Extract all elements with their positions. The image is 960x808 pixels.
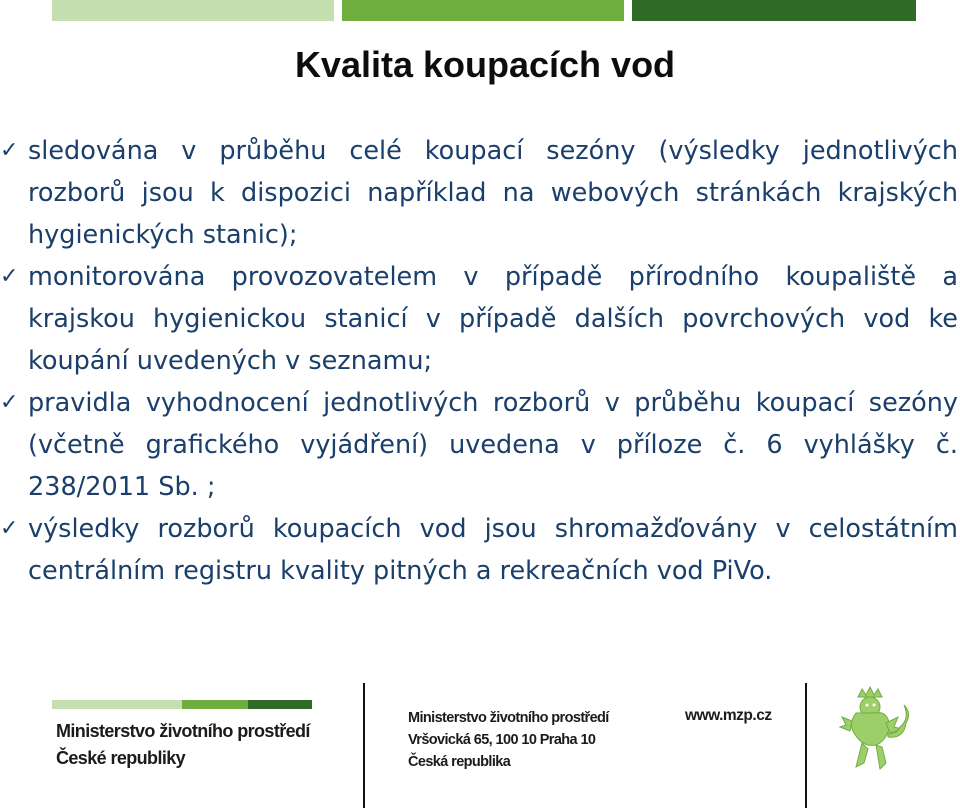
footer-bar-mid: [182, 700, 248, 709]
top-bar-light: [52, 0, 334, 21]
address-line2: Vršovická 65, 100 10 Praha 10: [408, 732, 596, 748]
checkmark-icon: ✓: [0, 390, 19, 415]
bullet-item: [0, 130, 958, 256]
bullet-item: [0, 256, 958, 382]
top-bar-mid: [342, 0, 624, 21]
czech-lion-icon: [838, 683, 918, 783]
checkmark-icon: ✓: [0, 516, 19, 541]
address-line1: Ministerstvo životního prostředí: [408, 710, 609, 726]
bullet-list: [0, 130, 958, 592]
footer-divider: [805, 683, 807, 808]
bullet-text: sledována v průběhu celé koupací sezóny (výsledky jednotlivých rozborů jsou k dispozici například na webových stránkách krajských hygienických stanic);: [28, 136, 958, 250]
bullet-text: monitorována provozovatelem v případě přírodního koupaliště a krajskou hygienickou stanicí v případě dalších povrchových vod ke koupání uvedených v seznamu;: [28, 262, 958, 376]
footer-bar-dark: [248, 700, 312, 709]
checkmark-icon: ✓: [0, 264, 19, 289]
address-line3: Česká republika: [408, 754, 511, 770]
bullet-item: [0, 508, 958, 592]
ministry-logo-line2: České republiky: [56, 748, 186, 768]
footer-bar-light: [52, 700, 182, 709]
slide-title: Kvalita koupacích vod: [294, 44, 676, 85]
website-link[interactable]: www.mzp.cz: [685, 707, 772, 724]
checkmark-icon: ✓: [0, 138, 19, 163]
bullet-item: [0, 382, 958, 508]
bullet-text: pravidla vyhodnocení jednotlivých rozborů v průběhu koupací sezóny (včetně grafického vyjádření) uvedena v příloze č. 6 vyhlášky č. 238/2011 Sb. ;: [28, 388, 958, 502]
footer-divider: [363, 683, 365, 808]
top-bar-dark: [632, 0, 916, 21]
bullet-text: výsledky rozborů koupacích vod jsou shromažďovány v celostátním centrálním registru kvality pitných a rekreačních vod PiVo.: [28, 514, 958, 586]
ministry-logo-line1: Ministerstvo životního prostředí: [56, 721, 310, 741]
